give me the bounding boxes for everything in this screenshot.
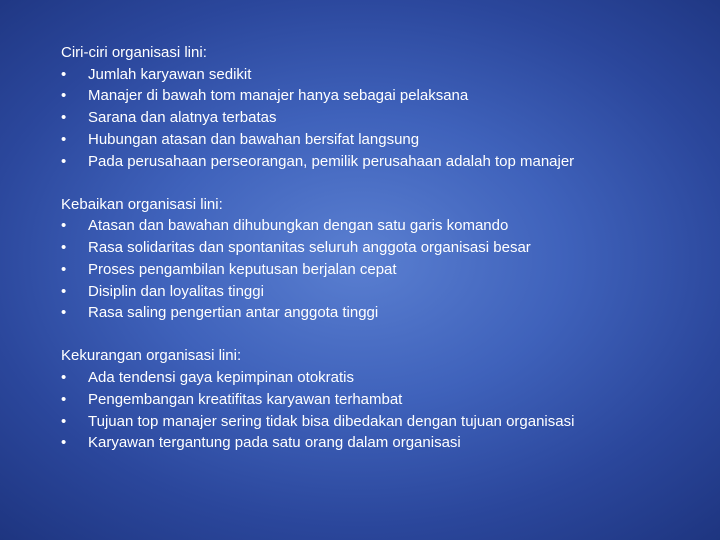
list-item — [61, 389, 701, 411]
section-kekurangan — [61, 345, 701, 454]
bullet-icon: • — [61, 304, 67, 322]
list-item-text: Hubungan atasan dan bawahan bersifat langsung — [88, 130, 420, 148]
slide-content — [61, 42, 701, 475]
section-ciri-ciri — [61, 42, 701, 172]
list-item-text: Rasa solidaritas dan spontanitas seluruh anggota organisasi besar — [88, 239, 531, 257]
list-item-text: Pengembangan kreatifitas karyawan terhambat — [88, 390, 403, 408]
list-item — [61, 281, 701, 303]
list-item — [61, 411, 701, 433]
list-item — [61, 302, 701, 324]
bullet-icon: • — [61, 65, 67, 83]
bullet-icon: • — [61, 130, 67, 148]
list-item — [61, 237, 701, 259]
bullet-icon: • — [61, 87, 67, 105]
list-item-text: Jumlah karyawan sedikit — [88, 65, 252, 83]
bullet-icon: • — [61, 152, 67, 170]
list-item-text: Proses pengambilan keputusan berjalan cepat — [88, 260, 397, 278]
bullet-icon: • — [61, 282, 67, 300]
list-item — [61, 259, 701, 281]
list-item-text: Tujuan top manajer sering tidak bisa dibedakan dengan tujuan organisasi — [88, 412, 575, 430]
bullet-icon: • — [61, 412, 67, 430]
section-heading: Kebaikan organisasi lini: — [61, 195, 223, 213]
list-item — [61, 129, 701, 151]
bullet-icon: • — [61, 109, 67, 127]
list-item — [61, 64, 701, 86]
list-item-text: Karyawan tergantung pada satu orang dalam organisasi — [88, 434, 461, 452]
bullet-list — [61, 215, 701, 324]
list-item-text: Rasa saling pengertian antar anggota tinggi — [88, 304, 379, 322]
list-item — [61, 151, 701, 173]
list-item-text: Manajer di bawah tom manajer hanya sebagai pelaksana — [88, 87, 469, 105]
list-item — [61, 107, 701, 129]
section-heading: Kekurangan organisasi lini: — [61, 347, 242, 365]
list-item — [61, 215, 701, 237]
bullet-list — [61, 64, 701, 173]
bullet-list — [61, 367, 701, 454]
list-item-text: Sarana dan alatnya terbatas — [88, 109, 277, 127]
bullet-icon: • — [61, 217, 67, 235]
list-item — [61, 367, 701, 389]
bullet-icon: • — [61, 390, 67, 408]
list-item-text: Pada perusahaan perseorangan, pemilik perusahaan adalah top manajer — [88, 152, 575, 170]
section-kebaikan — [61, 194, 701, 324]
bullet-icon: • — [61, 434, 67, 452]
list-item — [61, 432, 701, 454]
bullet-icon: • — [61, 239, 67, 257]
list-item-text: Ada tendensi gaya kepimpinan otokratis — [88, 369, 355, 387]
list-item-text: Atasan dan bawahan dihubungkan dengan satu garis komando — [88, 217, 509, 235]
section-heading: Ciri-ciri organisasi lini: — [61, 44, 207, 61]
bullet-icon: • — [61, 369, 67, 387]
bullet-icon: • — [61, 260, 67, 278]
list-item — [61, 85, 701, 107]
list-item-text: Disiplin dan loyalitas tinggi — [88, 282, 264, 300]
